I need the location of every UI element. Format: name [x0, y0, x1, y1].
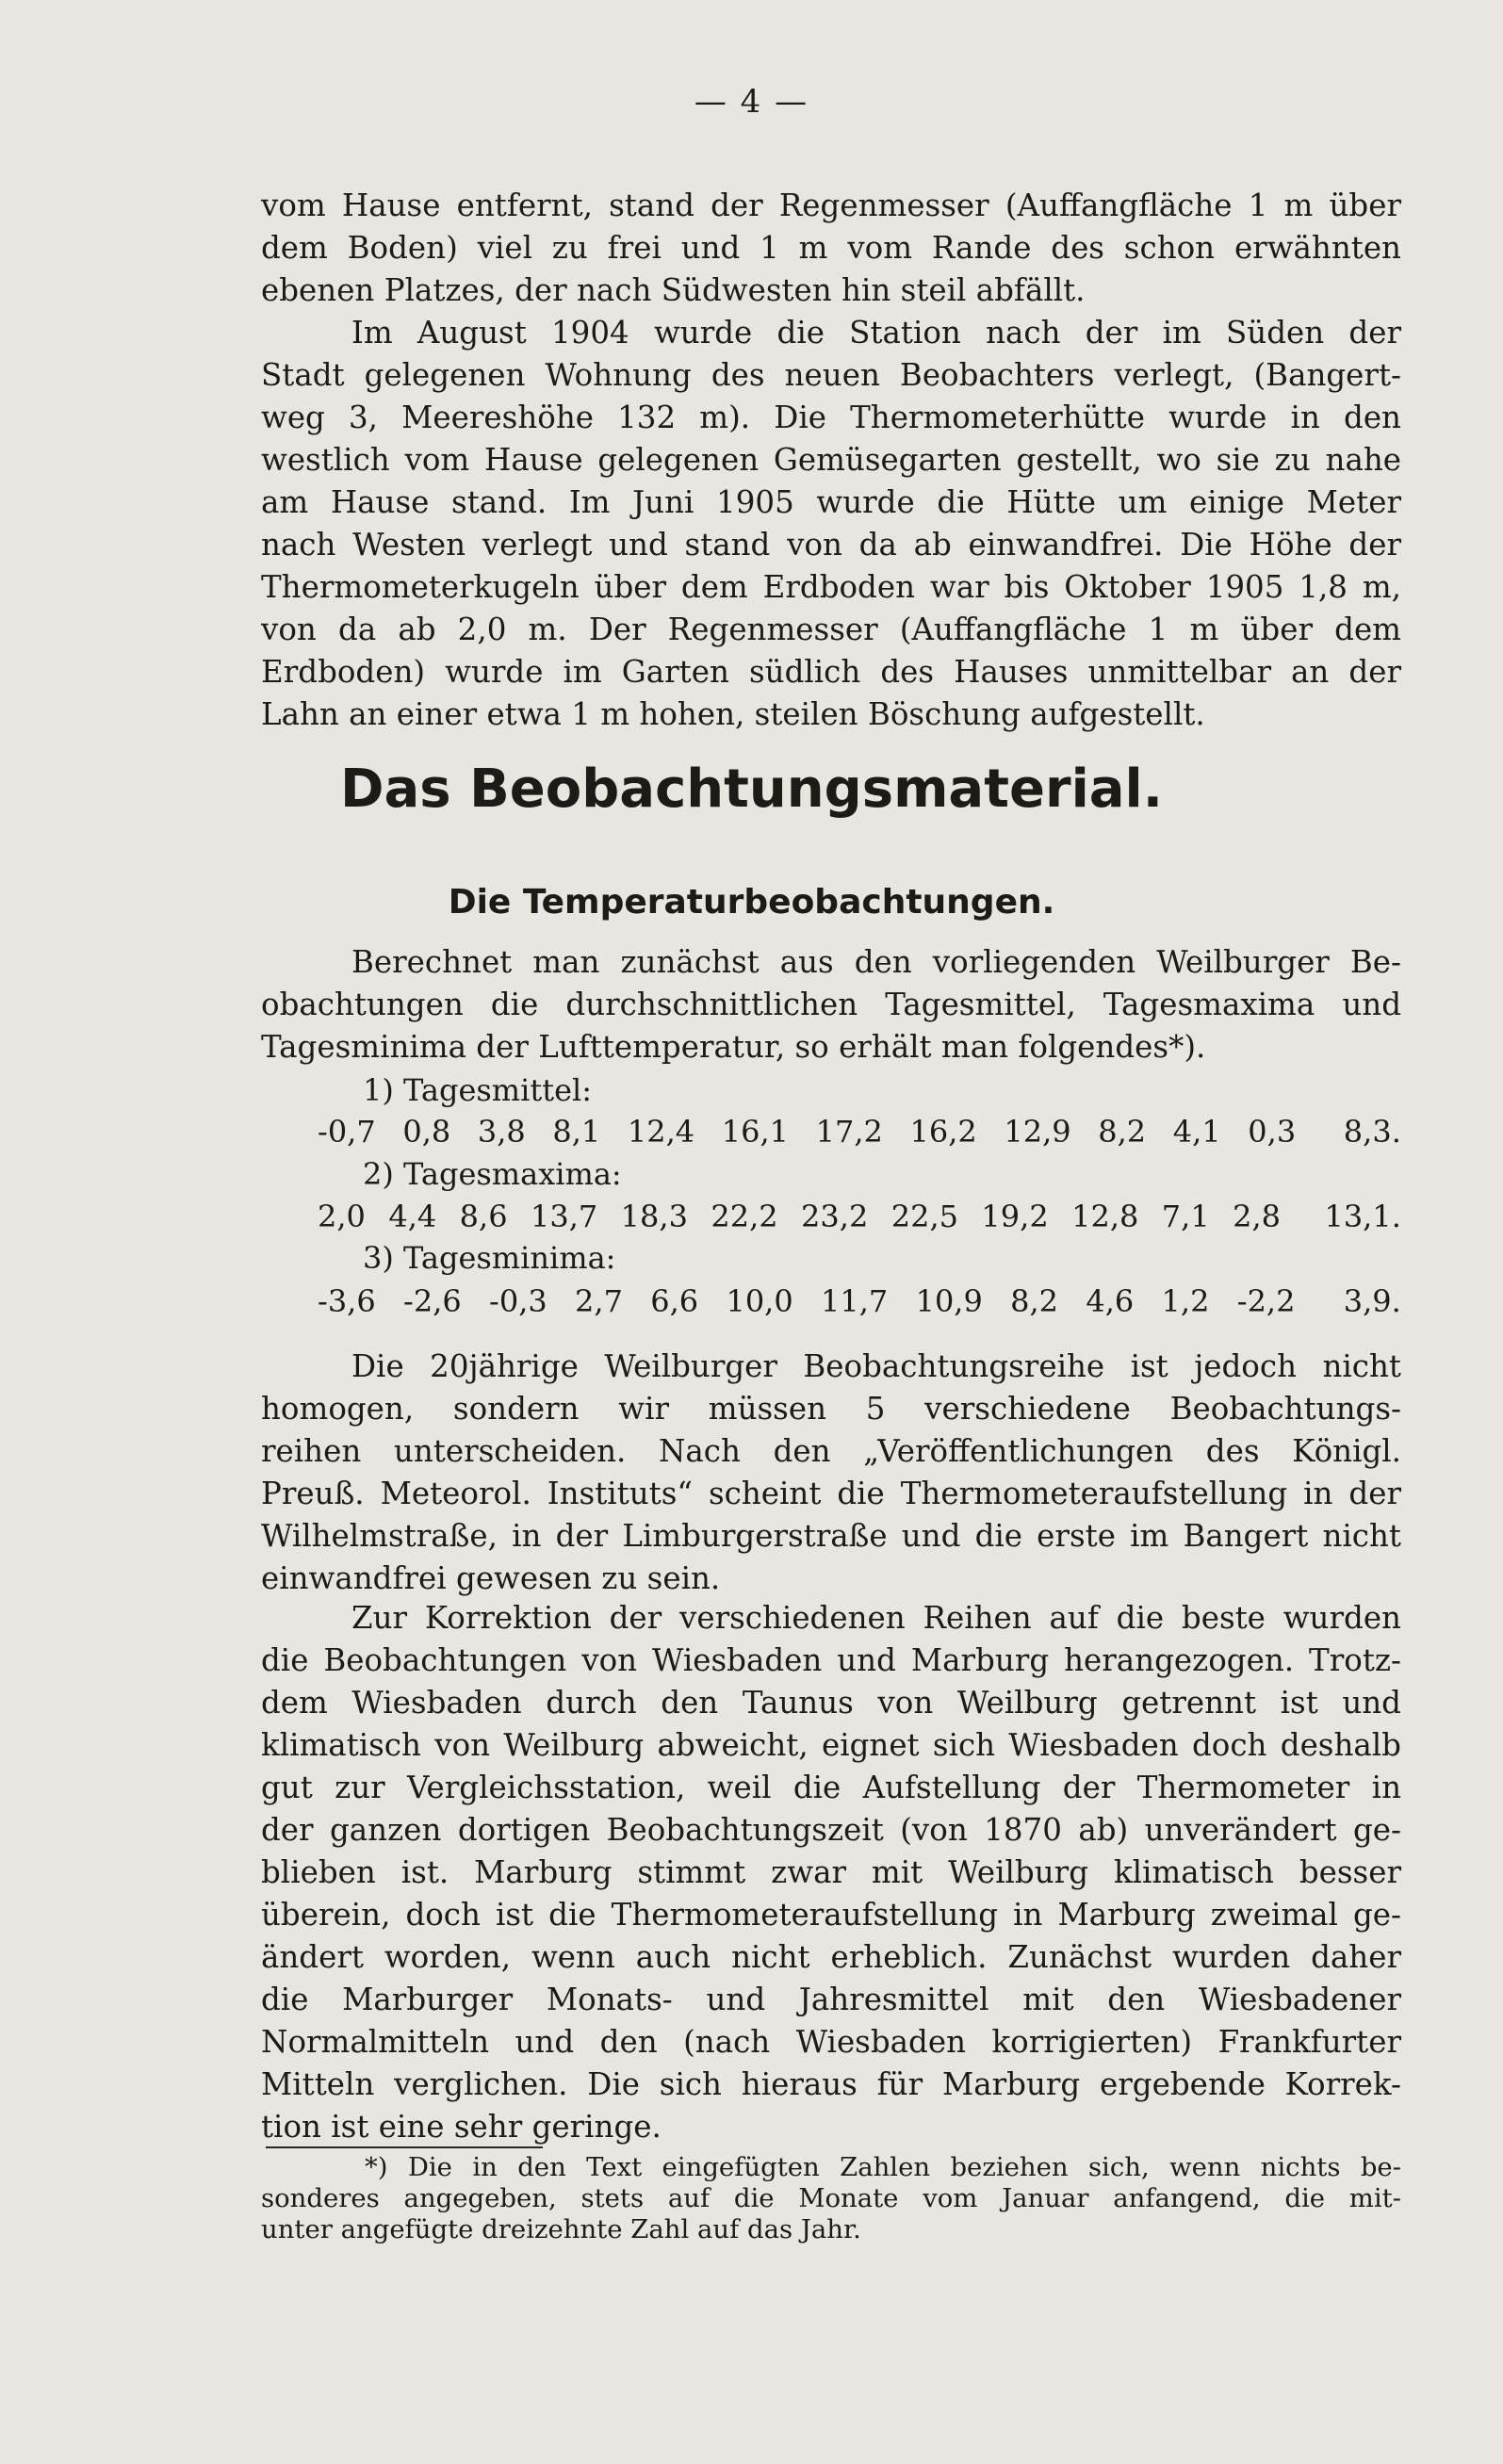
value-cell: 4,4	[388, 1199, 437, 1234]
value-cell: 11,7	[821, 1283, 889, 1319]
value-cell: 12,8	[1071, 1199, 1139, 1234]
text-line: Im August 1904 wurde die Station nach der im Süden der	[351, 315, 1401, 351]
text-line: klimatisch von Weilburg abweicht, eignet sich Wiesbaden doch deshalb	[261, 1727, 1401, 1763]
text-line: obachtungen die durchschnittlichen Tagesmittel, Tagesmaxima und	[261, 987, 1401, 1022]
footnote	[261, 2152, 1401, 2245]
series-label-tagesmaxima: 2) Tagesmaxima:	[363, 1156, 622, 1192]
value-cell: 4,1	[1172, 1114, 1221, 1150]
text-line: homogen, sondern wir müssen 5 verschiedene Beobachtungs-	[261, 1391, 1401, 1427]
text-line: Mitteln verglichen. Die sich hieraus für Marburg ergebende Korrek-	[261, 2066, 1401, 2102]
value-cell: 13,7	[530, 1199, 598, 1234]
text-line: die Marburger Monats- und Jahresmittel mit den Wiesbadener	[261, 1982, 1401, 2017]
value-cell: 8,2	[1010, 1283, 1059, 1319]
value-cell: -0,3	[489, 1283, 547, 1319]
text-line: Tagesminima der Lufttemperatur, so erhält man folgendes*).	[261, 1029, 1206, 1065]
value-cell: 8,1	[552, 1114, 601, 1150]
value-cell: 23,2	[801, 1199, 869, 1234]
series-values-tagesmaxima	[318, 1199, 1401, 1234]
footnote-line: unter angefügte dreizehnte Zahl auf das Jahr.	[261, 2214, 861, 2244]
series-label-tagesmittel: 1) Tagesmittel:	[363, 1072, 593, 1108]
korrektion-paragraph	[261, 1597, 1401, 2148]
value-cell: 18,3	[620, 1199, 688, 1234]
text-line: Normalmitteln und den (nach Wiesbaden korrigierten) Frankfurter	[261, 2024, 1401, 2060]
value-cell: 8,2	[1098, 1114, 1147, 1150]
value-cell: -0,7	[318, 1114, 376, 1150]
footnote-line: *) Die in den Text eingefügten Zahlen beziehen sich, wenn nichts be-	[365, 2152, 1401, 2182]
text-line: Lahn an einer etwa 1 m hohen, steilen Böschung aufgestellt.	[261, 696, 1205, 732]
value-cell: 17,2	[815, 1114, 883, 1150]
value-cell: 0,8	[402, 1114, 451, 1150]
value-cell: 16,2	[909, 1114, 977, 1150]
text-line: der ganzen dortigen Beobachtungszeit (von 1870 ab) unverändert ge-	[261, 1812, 1401, 1848]
value-cell: 2,8	[1233, 1199, 1282, 1234]
value-cell: -2,6	[403, 1283, 462, 1319]
text-line: Wilhelmstraße, in der Limburgerstraße und die erste im Bangert nicht	[261, 1518, 1401, 1554]
value-cell: 6,6	[650, 1283, 699, 1319]
annual-value: 8,3.	[1343, 1114, 1401, 1150]
value-cell: 12,4	[627, 1114, 695, 1150]
august-paragraph	[261, 312, 1401, 736]
value-cell: 22,2	[711, 1199, 778, 1234]
text-line: dem Wiesbaden durch den Taunus von Weilburg getrennt ist und	[261, 1685, 1401, 1721]
text-line: überein, doch ist die Thermometeraufstellung in Marburg zweimal ge-	[261, 1897, 1401, 1933]
value-cell: 0,3	[1248, 1114, 1297, 1150]
value-cell: 19,2	[981, 1199, 1049, 1234]
text-line: ebenen Platzes, der nach Südwesten hin steil abfällt.	[261, 272, 1086, 308]
text-line: am Hause stand. Im Juni 1905 wurde die Hütte um einige Meter	[261, 484, 1401, 520]
intro-paragraph	[261, 185, 1401, 312]
footnote-divider	[266, 2146, 543, 2148]
value-cell: 12,9	[1004, 1114, 1071, 1150]
section-title: Das Beobachtungsmaterial.	[339, 759, 1164, 820]
value-cell: 7,1	[1161, 1199, 1210, 1234]
text-line: Thermometerkugeln über dem Erdboden war bis Oktober 1905 1,8 m,	[261, 569, 1401, 605]
subsection-title: Die Temperaturbeobachtungen.	[448, 883, 1055, 922]
value-cell: 22,5	[890, 1199, 958, 1234]
annual-value: 13,1.	[1324, 1199, 1401, 1234]
text-line: von da ab 2,0 m. Der Regenmesser (Auffangfläche 1 m über dem	[261, 612, 1401, 647]
berechnet-paragraph	[261, 941, 1401, 1069]
text-line: weg 3, Meereshöhe 132 m). Die Thermometerhütte wurde in den	[261, 400, 1401, 435]
value-cell: -2,2	[1236, 1283, 1296, 1319]
value-cell: 8,6	[459, 1199, 508, 1234]
text-line: die Beobachtungen von Wiesbaden und Marburg herangezogen. Trotz-	[261, 1642, 1401, 1678]
text-line: Zur Korrektion der verschiedenen Reihen auf die beste wurden	[351, 1600, 1401, 1636]
series-label-tagesminima: 3) Tagesminima:	[363, 1240, 616, 1276]
value-cell: 2,0	[318, 1199, 366, 1234]
text-line: vom Hause entfernt, stand der Regenmesser (Auffangfläche 1 m über	[261, 188, 1401, 223]
series-values-tagesminima	[318, 1283, 1401, 1319]
text-line: ändert worden, wenn auch nicht erheblich. Zunächst wurden daher	[261, 1939, 1401, 1975]
footnote-line: sonderes angegeben, stets auf die Monate vom Januar anfangend, die mit-	[261, 2183, 1401, 2213]
value-cell: 16,1	[721, 1114, 789, 1150]
text-line: westlich vom Hause gelegenen Gemüsegarten gestellt, wo sie zu nahe	[261, 442, 1401, 478]
series-values-tagesmittel	[318, 1114, 1401, 1150]
text-line: gut zur Vergleichsstation, weil die Aufstellung der Thermometer in	[261, 1770, 1401, 1805]
text-line: Erdboden) wurde im Garten südlich des Hauses unmittelbar an der	[261, 654, 1401, 690]
value-cell: 1,2	[1161, 1283, 1210, 1319]
value-cell: 2,7	[575, 1283, 623, 1319]
text-line: einwandfrei gewesen zu sein.	[261, 1560, 721, 1596]
annual-value: 3,9.	[1343, 1283, 1401, 1319]
value-cell: 4,6	[1086, 1283, 1135, 1319]
page-number: — 4 —	[694, 83, 809, 121]
text-line: tion ist eine sehr geringe.	[261, 2109, 662, 2145]
text-line: Die 20jährige Weilburger Beobachtungsreihe ist jedoch nicht	[351, 1348, 1401, 1384]
value-cell: 10,0	[726, 1283, 793, 1319]
text-line: dem Boden) viel zu frei und 1 m vom Rande des schon erwähnten	[261, 230, 1401, 266]
text-line: reihen unterscheiden. Nach den „Veröffentlichungen des Königl.	[261, 1433, 1401, 1469]
reihe-paragraph	[261, 1346, 1401, 1600]
text-line: Stadt gelegenen Wohnung des neuen Beobachters verlegt, (Bangert-	[261, 357, 1401, 393]
text-line: Preuß. Meteorol. Instituts“ scheint die Thermometeraufstellung in der	[261, 1476, 1401, 1511]
value-cell: -3,6	[318, 1283, 376, 1319]
value-cell: 3,8	[477, 1114, 526, 1150]
value-cell: 10,9	[915, 1283, 983, 1319]
text-line: Berechnet man zunächst aus den vorliegenden Weilburger Be-	[351, 944, 1401, 980]
text-line: blieben ist. Marburg stimmt zwar mit Weilburg klimatisch besser	[261, 1854, 1401, 1890]
text-line: nach Westen verlegt und stand von da ab einwandfrei. Die Höhe der	[261, 527, 1401, 563]
